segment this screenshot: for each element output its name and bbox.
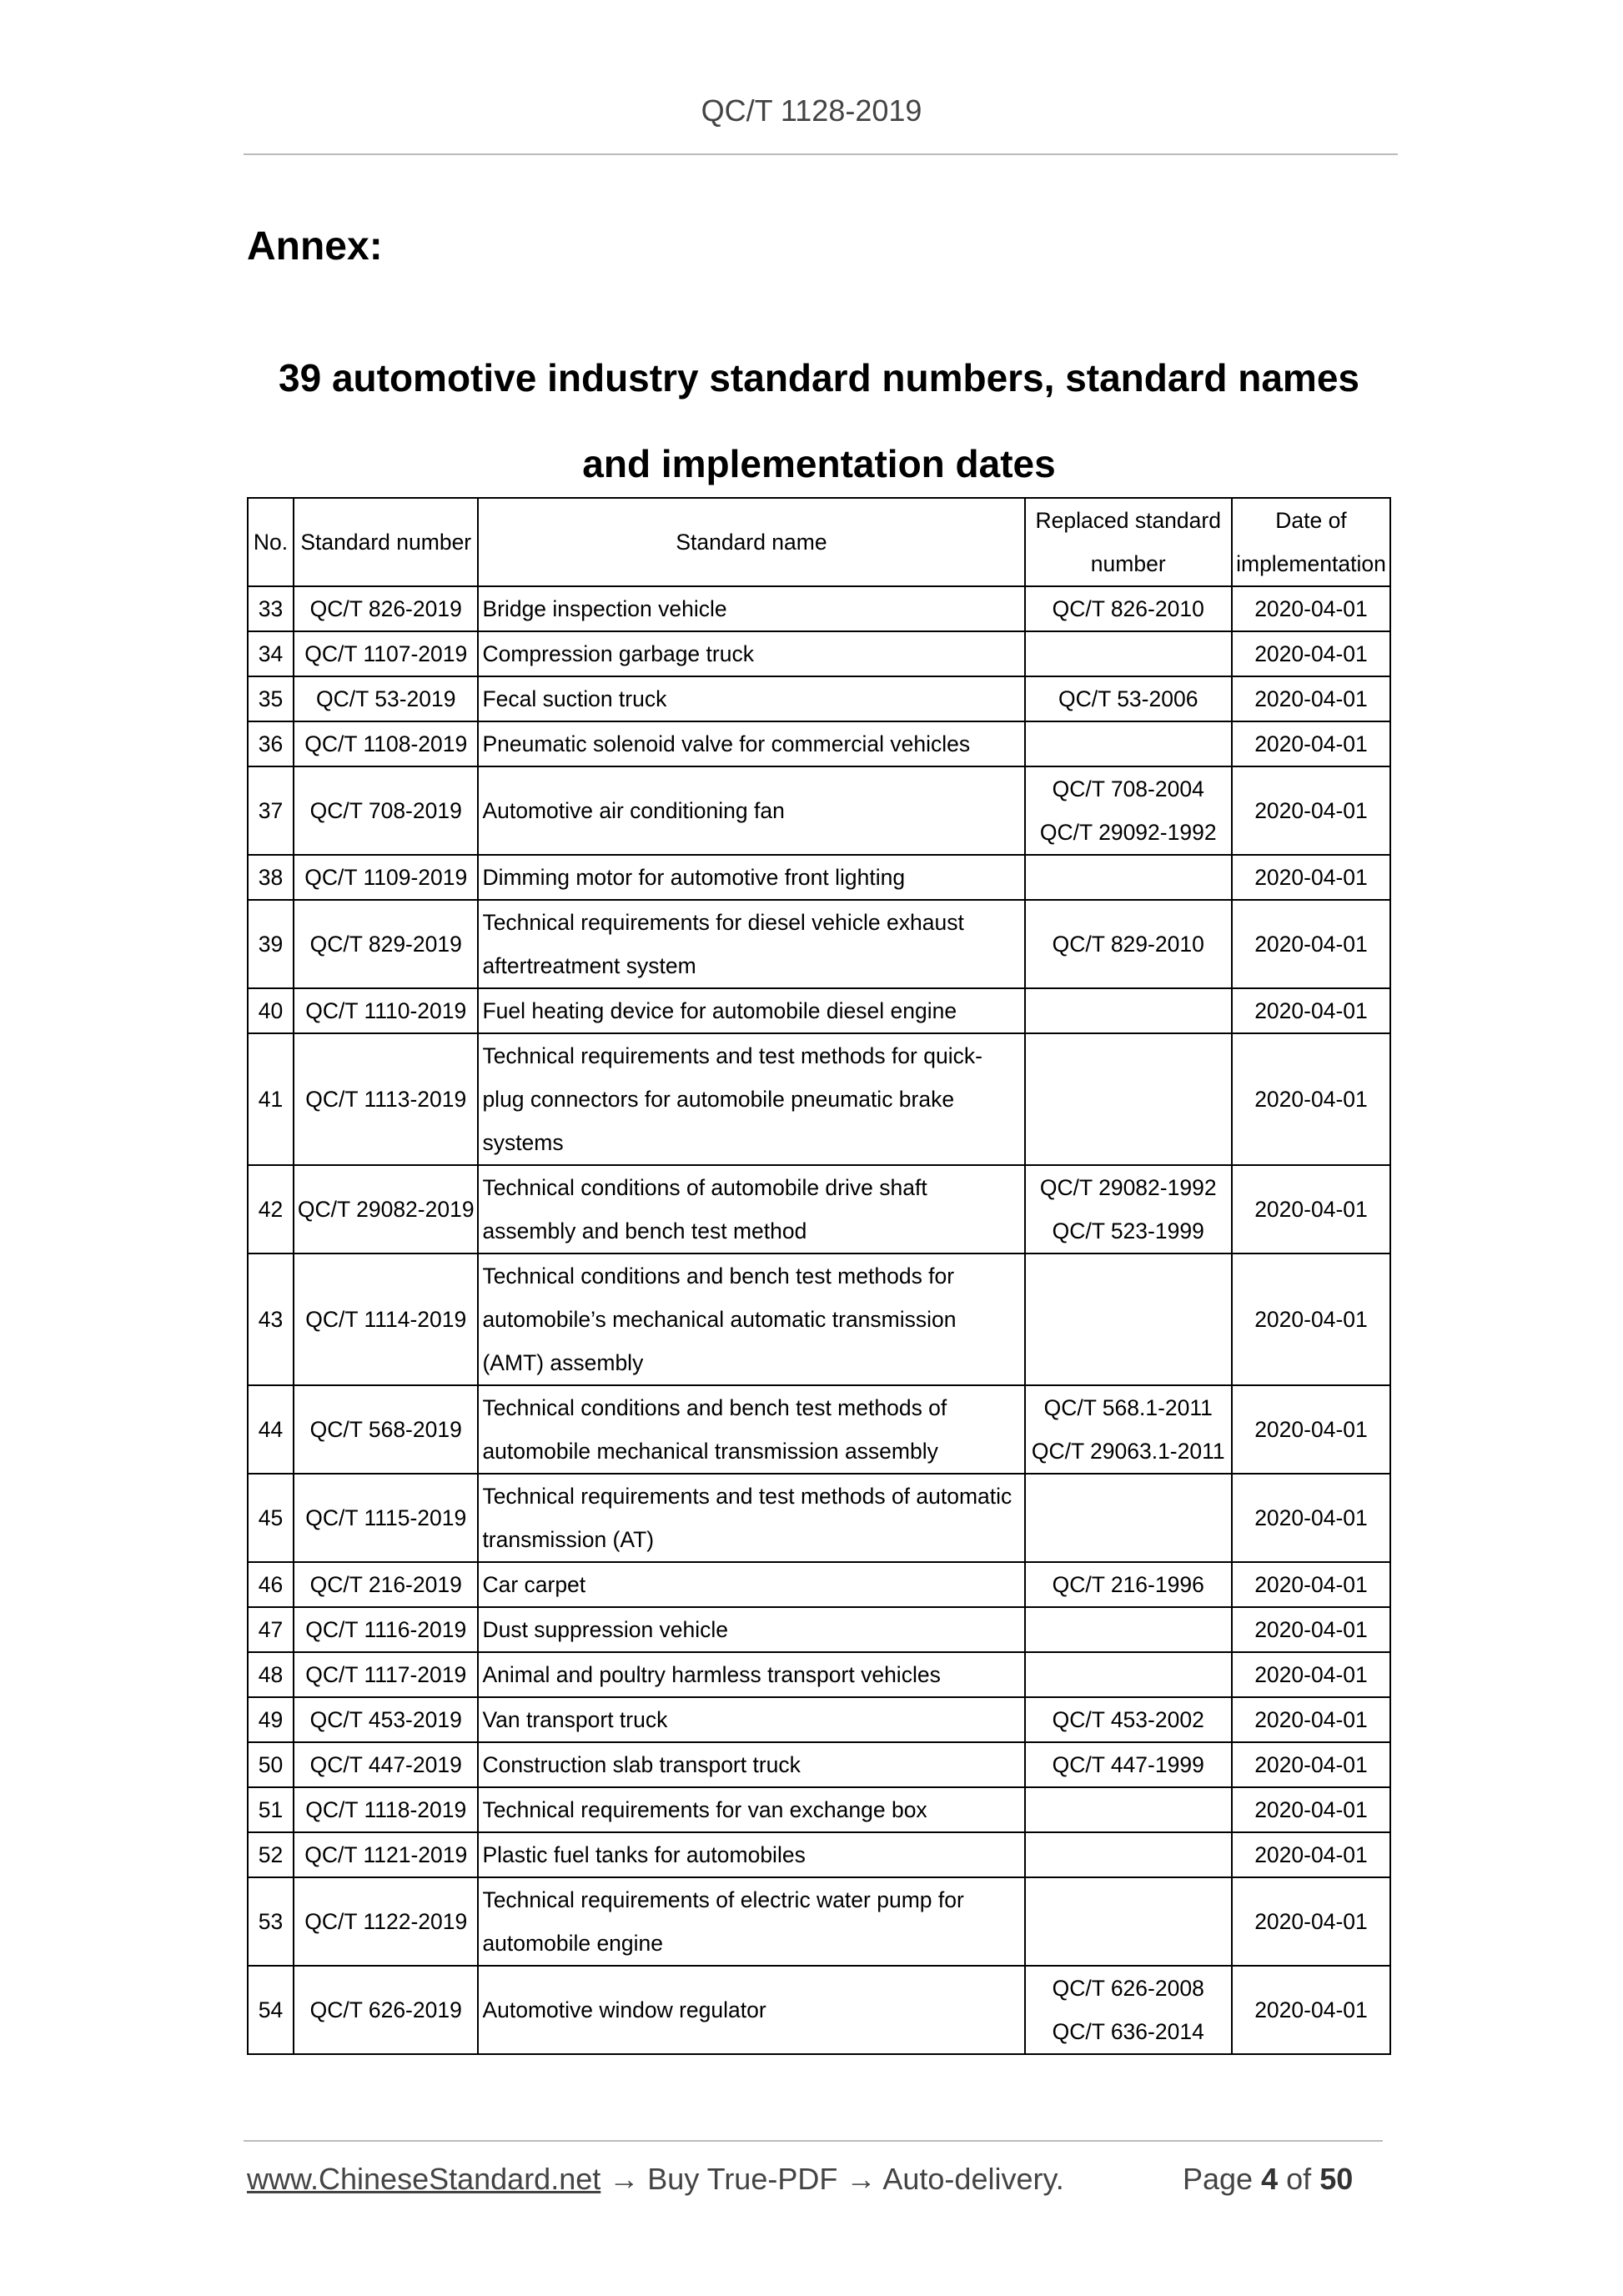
cell-replaced-standard <box>1025 855 1232 900</box>
cell-standard-number: QC/T 1108-2019 <box>294 721 478 766</box>
cell-implementation-date: 2020-04-01 <box>1232 1697 1390 1742</box>
table-row <box>248 1742 1390 1787</box>
cell-implementation-date: 2020-04-01 <box>1232 1607 1390 1652</box>
cell-standard-number: QC/T 1115-2019 <box>294 1474 478 1562</box>
replaced-standard-number: QC/T 636-2014 <box>1052 2019 1204 2044</box>
cell-implementation-date: 2020-04-01 <box>1232 1562 1390 1607</box>
cell-standard-number: QC/T 626-2019 <box>294 1966 478 2054</box>
replaced-standard-number: QC/T 568.1-2011 <box>1043 1395 1213 1420</box>
cell-no: 44 <box>248 1385 294 1474</box>
cell-no: 54 <box>248 1966 294 2054</box>
cell-standard-name: Technical conditions and bench test methods of automobile mechanical transmission assembly <box>478 1385 1024 1474</box>
cell-replaced-standard <box>1025 1254 1232 1385</box>
table-row <box>248 988 1390 1033</box>
cell-standard-number: QC/T 1109-2019 <box>294 855 478 900</box>
header-no: No. <box>248 498 294 586</box>
table-row <box>248 1652 1390 1697</box>
cell-standard-name: Fuel heating device for automobile diesel engine <box>478 988 1024 1033</box>
document-title-line-2: and implementation dates <box>582 442 1056 485</box>
replaced-standard-number: QC/T 29063.1-2011 <box>1031 1439 1225 1464</box>
cell-replaced-standard <box>1025 1562 1232 1607</box>
cell-standard-name: Technical requirements for diesel vehicle exhaust aftertreatment system <box>478 900 1024 988</box>
cell-standard-number: QC/T 453-2019 <box>294 1697 478 1742</box>
cell-implementation-date: 2020-04-01 <box>1232 676 1390 721</box>
table-row <box>248 1607 1390 1652</box>
cell-no: 39 <box>248 900 294 988</box>
cell-replaced-standard <box>1025 1165 1232 1254</box>
cell-standard-number: QC/T 1114-2019 <box>294 1254 478 1385</box>
cell-replaced-standard <box>1025 766 1232 855</box>
page-indicator <box>1183 2162 1353 2197</box>
cell-replaced-standard <box>1025 1832 1232 1877</box>
cell-implementation-date: 2020-04-01 <box>1232 1254 1390 1385</box>
page-total: 50 <box>1319 2162 1354 2196</box>
cell-implementation-date: 2020-04-01 <box>1232 1787 1390 1832</box>
cell-implementation-date: 2020-04-01 <box>1232 766 1390 855</box>
table-row <box>248 1877 1390 1966</box>
cell-standard-number: QC/T 1116-2019 <box>294 1607 478 1652</box>
cell-standard-name: Automotive air conditioning fan <box>478 766 1024 855</box>
cell-replaced-standard <box>1025 1652 1232 1697</box>
table-row <box>248 586 1390 631</box>
cell-standard-name: Van transport truck <box>478 1697 1024 1742</box>
table-row <box>248 1966 1390 2054</box>
cell-standard-number: QC/T 568-2019 <box>294 1385 478 1474</box>
cell-standard-name: Construction slab transport truck <box>478 1742 1024 1787</box>
cell-replaced-standard <box>1025 1966 1232 2054</box>
cell-no: 41 <box>248 1033 294 1165</box>
cell-standard-name: Car carpet <box>478 1562 1024 1607</box>
cell-no: 40 <box>248 988 294 1033</box>
cell-no: 33 <box>248 586 294 631</box>
cell-implementation-date: 2020-04-01 <box>1232 1877 1390 1966</box>
cell-implementation-date: 2020-04-01 <box>1232 900 1390 988</box>
cell-implementation-date: 2020-04-01 <box>1232 586 1390 631</box>
cell-replaced-standard <box>1025 721 1232 766</box>
replaced-standard-number: QC/T 447-1999 <box>1052 1752 1204 1777</box>
replaced-standard-number: QC/T 453-2002 <box>1052 1707 1204 1732</box>
table-row <box>248 1165 1390 1254</box>
cell-standard-number: QC/T 708-2019 <box>294 766 478 855</box>
table-row <box>248 676 1390 721</box>
page-current: 4 <box>1261 2162 1279 2196</box>
cell-standard-name: Dust suppression vehicle <box>478 1607 1024 1652</box>
cell-standard-name: Automotive window regulator <box>478 1966 1024 2054</box>
table-row <box>248 1697 1390 1742</box>
table-row <box>248 1832 1390 1877</box>
table-row <box>248 631 1390 676</box>
cell-standard-name: Technical conditions of automobile drive shaft assembly and bench test method <box>478 1165 1024 1254</box>
cell-no: 37 <box>248 766 294 855</box>
cell-replaced-standard <box>1025 676 1232 721</box>
annex-label: Annex: <box>247 224 383 269</box>
cell-standard-name: Bridge inspection vehicle <box>478 586 1024 631</box>
cell-standard-name: Compression garbage truck <box>478 631 1024 676</box>
cell-standard-name: Plastic fuel tanks for automobiles <box>478 1832 1024 1877</box>
document-title-line-1: 39 automotive industry standard numbers, standard names <box>279 356 1359 399</box>
cell-no: 53 <box>248 1877 294 1966</box>
cell-replaced-standard <box>1025 631 1232 676</box>
cell-implementation-date: 2020-04-01 <box>1232 1165 1390 1254</box>
replaced-standard-number: QC/T 708-2004 <box>1052 776 1204 801</box>
header-implementation-date: Date of implementation <box>1232 498 1390 586</box>
table-row <box>248 900 1390 988</box>
cell-no: 36 <box>248 721 294 766</box>
replaced-standard-number: QC/T 29092-1992 <box>1039 820 1217 845</box>
cell-standard-number: QC/T 53-2019 <box>294 676 478 721</box>
cell-implementation-date: 2020-04-01 <box>1232 631 1390 676</box>
table-row <box>248 855 1390 900</box>
cell-no: 45 <box>248 1474 294 1562</box>
cell-no: 49 <box>248 1697 294 1742</box>
cell-no: 50 <box>248 1742 294 1787</box>
cell-standard-name: Technical requirements of electric water pump for automobile engine <box>478 1877 1024 1966</box>
cell-standard-name: Pneumatic solenoid valve for commercial vehicles <box>478 721 1024 766</box>
table-row <box>248 1562 1390 1607</box>
cell-standard-number: QC/T 1121-2019 <box>294 1832 478 1877</box>
replaced-standard-number: QC/T 53-2006 <box>1058 686 1198 711</box>
page-of-label: of <box>1286 2162 1312 2196</box>
cell-standard-number: QC/T 826-2019 <box>294 586 478 631</box>
replaced-standard-number: QC/T 29082-1992 <box>1039 1175 1217 1200</box>
standards-table <box>247 497 1391 2055</box>
cell-replaced-standard <box>1025 900 1232 988</box>
table-row <box>248 766 1390 855</box>
cell-no: 43 <box>248 1254 294 1385</box>
table-header-row <box>248 498 1390 586</box>
table-row <box>248 721 1390 766</box>
table-row <box>248 1385 1390 1474</box>
cell-standard-name: Technical conditions and bench test methods for automobile’s mechanical automatic transmission (AMT) assembly <box>478 1254 1024 1385</box>
document-title <box>247 335 1391 507</box>
cell-replaced-standard <box>1025 1385 1232 1474</box>
cell-replaced-standard <box>1025 586 1232 631</box>
cell-no: 51 <box>248 1787 294 1832</box>
header-standard-name: Standard name <box>478 498 1024 586</box>
arrow-icon: → <box>609 2162 640 2196</box>
header-standard-number: Standard number <box>294 498 478 586</box>
cell-standard-number: QC/T 447-2019 <box>294 1742 478 1787</box>
cell-standard-name: Technical requirements and test methods for quick-plug connectors for automobile pneumatic brake systems <box>478 1033 1024 1165</box>
page-header: QC/T 1128-2019 <box>701 93 922 128</box>
footer-promo <box>247 2162 1064 2197</box>
cell-replaced-standard <box>1025 988 1232 1033</box>
cell-no: 38 <box>248 855 294 900</box>
cell-standard-number: QC/T 1113-2019 <box>294 1033 478 1165</box>
table-row <box>248 1254 1390 1385</box>
auto-delivery-text: Auto-delivery. <box>882 2162 1064 2196</box>
replaced-standard-number: QC/T 826-2010 <box>1052 596 1204 621</box>
cell-implementation-date: 2020-04-01 <box>1232 1474 1390 1562</box>
cell-standard-number: QC/T 29082-2019 <box>294 1165 478 1254</box>
cell-implementation-date: 2020-04-01 <box>1232 1742 1390 1787</box>
cell-standard-name: Animal and poultry harmless transport vehicles <box>478 1652 1024 1697</box>
cell-standard-name: Technical requirements and test methods of automatic transmission (AT) <box>478 1474 1024 1562</box>
cell-no: 46 <box>248 1562 294 1607</box>
header-divider <box>244 153 1398 155</box>
table-row <box>248 1474 1390 1562</box>
header-replaced-standard: Replaced standard number <box>1025 498 1232 586</box>
cell-no: 34 <box>248 631 294 676</box>
cell-standard-number: QC/T 1118-2019 <box>294 1787 478 1832</box>
replaced-standard-number: QC/T 829-2010 <box>1052 932 1204 957</box>
table-row <box>248 1787 1390 1832</box>
cell-standard-name: Technical requirements for van exchange box <box>478 1787 1024 1832</box>
buy-true-pdf-text: Buy True-PDF <box>647 2162 838 2196</box>
replaced-standard-number: QC/T 523-1999 <box>1052 1218 1204 1243</box>
replaced-standard-number: QC/T 216-1996 <box>1052 1572 1204 1597</box>
cell-no: 48 <box>248 1652 294 1697</box>
footer-divider <box>244 2140 1383 2142</box>
cell-no: 42 <box>248 1165 294 1254</box>
cell-no: 47 <box>248 1607 294 1652</box>
cell-standard-name: Fecal suction truck <box>478 676 1024 721</box>
cell-standard-number: QC/T 1122-2019 <box>294 1877 478 1966</box>
cell-no: 35 <box>248 676 294 721</box>
cell-no: 52 <box>248 1832 294 1877</box>
cell-implementation-date: 2020-04-01 <box>1232 988 1390 1033</box>
cell-standard-name: Dimming motor for automotive front lighting <box>478 855 1024 900</box>
page-label: Page <box>1183 2162 1254 2196</box>
cell-replaced-standard <box>1025 1742 1232 1787</box>
cell-replaced-standard <box>1025 1033 1232 1165</box>
cell-standard-number: QC/T 829-2019 <box>294 900 478 988</box>
cell-implementation-date: 2020-04-01 <box>1232 721 1390 766</box>
table-row <box>248 1033 1390 1165</box>
cell-implementation-date: 2020-04-01 <box>1232 1966 1390 2054</box>
cell-implementation-date: 2020-04-01 <box>1232 1832 1390 1877</box>
cell-replaced-standard <box>1025 1474 1232 1562</box>
cell-replaced-standard <box>1025 1787 1232 1832</box>
cell-implementation-date: 2020-04-01 <box>1232 1033 1390 1165</box>
cell-standard-number: QC/T 1117-2019 <box>294 1652 478 1697</box>
arrow-icon: → <box>846 2162 877 2196</box>
cell-replaced-standard <box>1025 1697 1232 1742</box>
cell-standard-number: QC/T 216-2019 <box>294 1562 478 1607</box>
cell-implementation-date: 2020-04-01 <box>1232 855 1390 900</box>
cell-implementation-date: 2020-04-01 <box>1232 1385 1390 1474</box>
cell-replaced-standard <box>1025 1607 1232 1652</box>
cell-replaced-standard <box>1025 1877 1232 1966</box>
cell-implementation-date: 2020-04-01 <box>1232 1652 1390 1697</box>
cell-standard-number: QC/T 1110-2019 <box>294 988 478 1033</box>
website-link[interactable]: www.ChineseStandard.net <box>247 2162 601 2196</box>
replaced-standard-number: QC/T 626-2008 <box>1052 1976 1204 2001</box>
cell-standard-number: QC/T 1107-2019 <box>294 631 478 676</box>
table-body <box>248 586 1390 2054</box>
